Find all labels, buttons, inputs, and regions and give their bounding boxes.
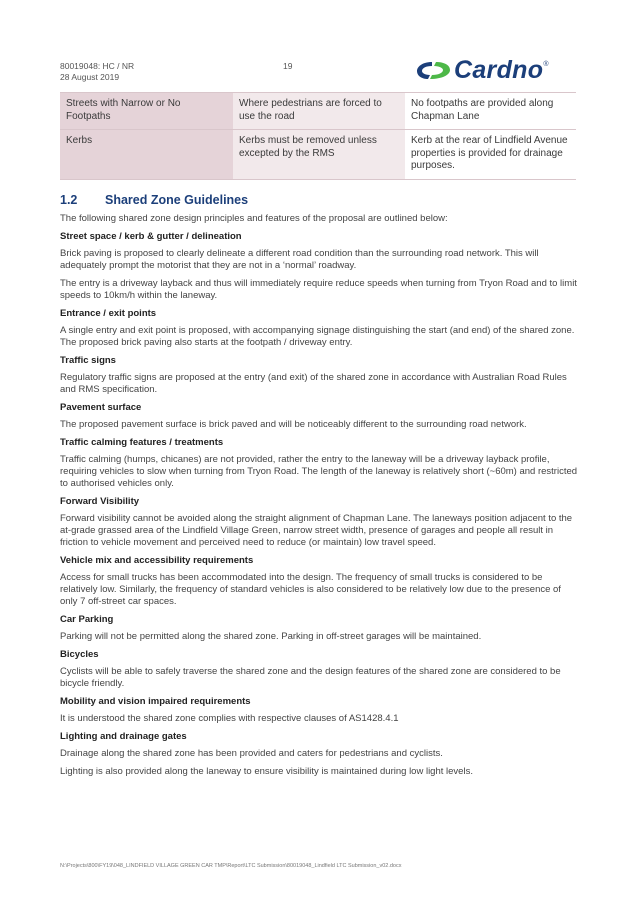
subheading: Pavement surface: [60, 402, 142, 413]
section-intro: The following shared zone design principles and features of the proposal are outlined below:: [60, 213, 448, 224]
table-cell: No footpaths are provided along Chapman Lane: [405, 93, 576, 130]
document-date: 28 August 2019: [60, 71, 120, 82]
file-path-footer: N:\Projects\800\FY19\048_LINDFIELD VILLAGE GREEN CAR TMP\Report\LTC Submission\80019048_Lindfield LTC Submission_v02.docx: [60, 863, 402, 869]
reference-number: 80019048: HC / NR: [60, 61, 135, 71]
table-cell: Kerbs must be removed unless excepted by the RMS: [233, 130, 405, 180]
paragraph: Forward visibility cannot be avoided along the straight alignment of Chapman Lane. The laneways position adjacent to the at-grade grassed area of the Lindfield Village Green, narrow street width, presence of garages and people all result in friction to vehicle movement and perceived need to reduce (or maintain) low travel speed.: [60, 513, 573, 548]
subheading: Traffic calming features / treatments: [60, 437, 224, 448]
cardno-logo: [416, 57, 548, 83]
paragraph: Parking will not be permitted along the shared zone. Parking in off-street garages will be maintained.: [60, 631, 482, 642]
subheading: Mobility and vision impaired requirements: [60, 696, 251, 707]
paragraph: The proposed pavement surface is brick paved and will be noticeably different to the surrounding road network.: [60, 419, 527, 430]
paragraph: Drainage along the shared zone has been provided and caters for pedestrians and cyclists.: [60, 748, 443, 759]
subheading: Forward Visibility: [60, 496, 140, 507]
table-cell: Kerbs: [60, 130, 233, 180]
table-row: [60, 93, 576, 130]
subheading: Lighting and drainage gates: [60, 731, 187, 742]
paragraph: A single entry and exit point is proposed, with accompanying signage distinguishing the start (and end) of the shared zone. The proposed brick paving also starts at the footpath / driveway entry.: [60, 325, 575, 348]
paragraph: Lighting is also provided along the laneway to ensure visibility is maintained during low light levels.: [60, 766, 473, 777]
table-row: [60, 130, 576, 180]
paragraph: The entry is a driveway layback and thus will immediately require reduce speeds when turning from Tryon Road and to limit speeds to 10km/h within the laneway.: [60, 278, 577, 301]
subheading: Car Parking: [60, 614, 114, 625]
cardno-swoosh-icon: [416, 59, 452, 81]
subheading: Traffic signs: [60, 355, 116, 366]
main-content: [60, 193, 578, 784]
document-reference: [60, 61, 134, 82]
paragraph: Brick paving is proposed to clearly delineate a different road condition than the surrounding road network. This will adequately prompt the motorist that they are not in a ‘normal’ roadway.: [60, 248, 539, 271]
section-number: 1.2: [60, 193, 78, 207]
subheading: Entrance / exit points: [60, 308, 157, 319]
registered-mark: ®: [543, 61, 549, 68]
subheading: Bicycles: [60, 649, 99, 660]
table-cell: Kerb at the rear of Lindfield Avenue properties is provided for drainage purposes.: [405, 130, 576, 180]
table-cell: Streets with Narrow or No Footpaths: [60, 93, 233, 130]
requirements-table: [60, 92, 576, 180]
subheading: Street space / kerb & gutter / delineation: [60, 231, 242, 242]
paragraph: It is understood the shared zone complies with respective clauses of AS1428.4.1: [60, 713, 399, 724]
page-number: 19: [283, 61, 293, 71]
section-heading: [60, 193, 578, 207]
paragraph: Access for small trucks has been accommodated into the design. The frequency of small trucks is considered to be relatively low. Similarly, the frequency of standard vehicles is also considered to be relatively low due to the presence of only 7 off-street car spaces.: [60, 572, 561, 607]
paragraph: Traffic calming (humps, chicanes) are not provided, rather the entry to the laneway will be a driveway layback profile, requiring vehicles to slow when turning from Tryon Road. The length of the laneway is relatively short (~60m) and restricted to authorised vehicles only.: [60, 454, 578, 489]
table-cell: Where pedestrians are forced to use the road: [233, 93, 405, 130]
paragraph: Regulatory traffic signs are proposed at the entry (and exit) of the shared zone in accordance with Australian Road Rules and RMS specification.: [60, 372, 567, 395]
section-title: Shared Zone Guidelines: [105, 193, 249, 207]
cardno-wordmark: Cardno: [454, 56, 544, 84]
subheading: Vehicle mix and accessibility requirements: [60, 555, 254, 566]
paragraph: Cyclists will be able to safely traverse the shared zone and the design features of the shared zone are considered to be bicycle friendly.: [60, 666, 561, 689]
